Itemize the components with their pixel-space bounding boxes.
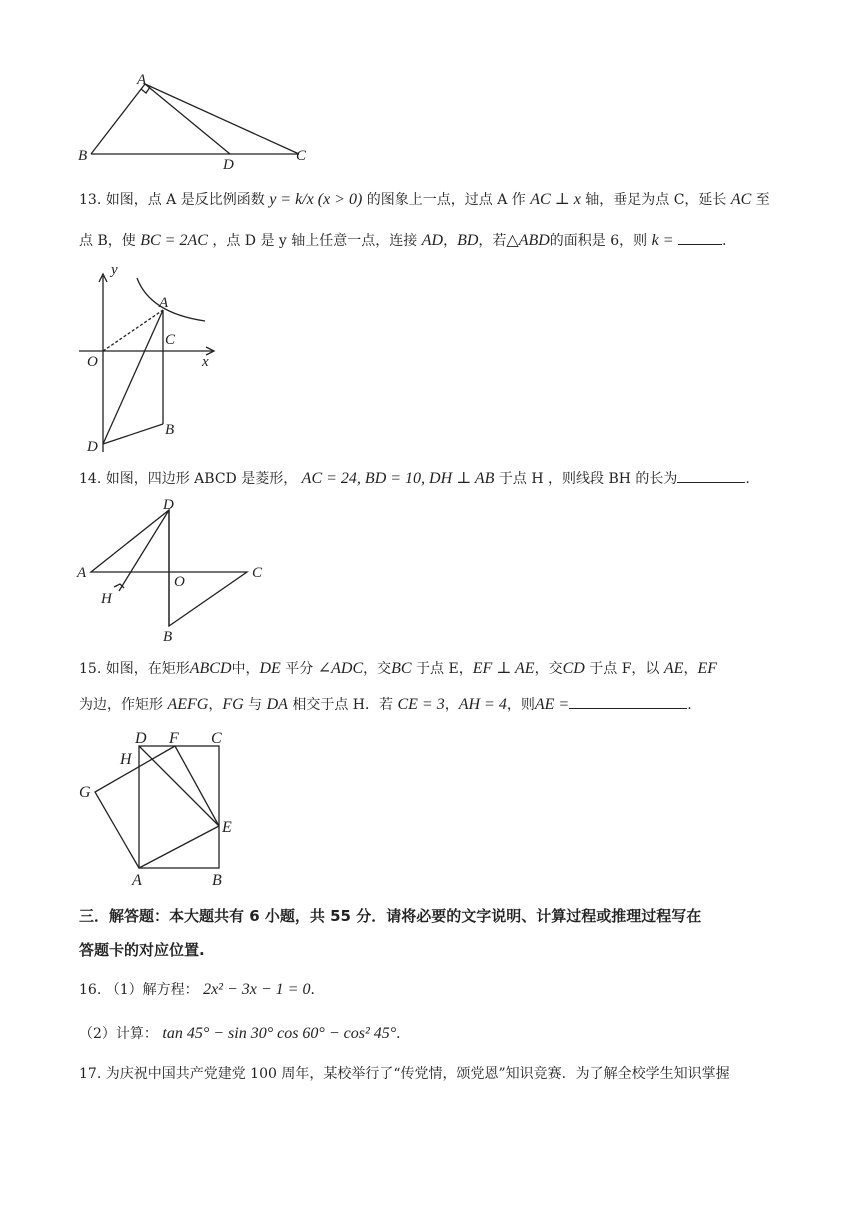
fig15-label-e: E	[222, 819, 232, 836]
fig14-label-d: D	[163, 497, 174, 513]
fig14-label-a: A	[77, 565, 87, 581]
fig13-label-a: A	[159, 295, 169, 311]
fig14-label-c: C	[252, 565, 263, 581]
fig13-label-b: B	[165, 422, 175, 438]
fig13-label-x: x	[202, 354, 209, 370]
q16-part1: 16. （1）解方程： 2x² − 3x − 1 = 0．	[79, 981, 325, 998]
fig15-label-a: A	[132, 872, 142, 889]
q15-answer-blank[interactable]	[569, 694, 687, 709]
fig15-label-h: H	[120, 751, 132, 768]
figure-rhombus	[75, 496, 275, 646]
figure-rectangles	[75, 722, 255, 892]
q13-line2: 点 B，使 BC = 2AC ，点 D 是 y 轴上任意一点，连接 AD，BD，若△ABD的面积是 6，则 k = .	[79, 232, 727, 249]
fig14-label-o: O	[174, 574, 185, 590]
section-3-heading-line2: 答题卡的对应位置.	[79, 941, 205, 959]
q13-answer-blank[interactable]	[678, 230, 722, 245]
fig14-label-h: H	[101, 591, 112, 607]
fig12-label-c: C	[296, 148, 307, 164]
q16-part2: （2）计算： tan 45° − sin 30° cos 60° − cos² 45°．	[79, 1025, 411, 1042]
q14-line: 14. 如图，四边形 ABCD 是菱形， AC = 24, BD = 10, DH ⊥ AB 于点 H ，则线段 BH 的长为 .	[79, 470, 750, 487]
fig12-label-d: D	[223, 157, 234, 170]
q13-function: y = k/x (x > 0)	[269, 191, 363, 208]
figure-triangle-abd	[75, 70, 325, 170]
fig12-label-a: A	[137, 72, 147, 88]
fig15-label-g: G	[79, 784, 91, 801]
fig14-label-b: B	[163, 629, 173, 645]
fig15-label-c: C	[211, 730, 222, 747]
fig13-label-o: O	[87, 354, 98, 370]
fig15-label-b: B	[212, 872, 222, 889]
fig13-label-c: C	[165, 332, 176, 348]
fig13-label-d: D	[87, 439, 98, 455]
fig15-label-d: D	[135, 730, 147, 747]
q13-line1: 13. 如图，点 A 是反比例函数 y = k/x (x > 0) 的图象上一点，过点 A 作 AC ⊥ x 轴，垂足为点 C，延长 AC 至	[79, 191, 770, 208]
q15-line1: 15. 如图，在矩形ABCD中，DE 平分 ∠ADC，交BC 于点 E，EF ⊥ AE，交CD 于点 F，以 AE，EF	[79, 660, 717, 677]
q17-text: 17. 为庆祝中国共产党建党 100 周年，某校举行了“传党情，颂党恩”知识竞赛．为了解全校学生知识掌握	[79, 1066, 730, 1082]
fig15-label-f: F	[169, 730, 179, 747]
q15-line2: 为边，作矩形 AEFG，FG 与 DA 相交于点 H．若 CE = 3，AH = 4，则AE = .	[79, 696, 692, 713]
figure-coordinate-graph	[75, 258, 225, 458]
q14-answer-blank[interactable]	[677, 468, 745, 483]
section-3-heading-line1: 三．解答题：本大题共有 6 小题，共 55 分．请将必要的文字说明、计算过程或推理过程写在	[79, 907, 702, 925]
fig13-label-y: y	[111, 262, 118, 278]
fig12-label-b: B	[78, 148, 88, 164]
